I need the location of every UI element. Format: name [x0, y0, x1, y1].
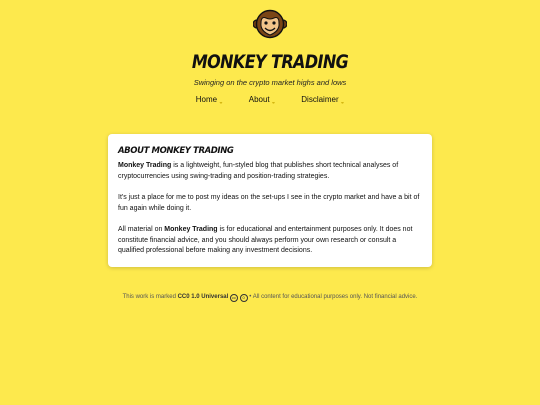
about-heading: ABOUT MONKEY TRADING [118, 146, 234, 156]
nav-home[interactable] [196, 95, 223, 104]
about-card [108, 134, 432, 267]
banana-icon: ◒ [219, 100, 223, 106]
nav-disclaimer-label: Disclaimer [301, 95, 339, 104]
banana-icon: ◒ [340, 100, 345, 106]
brand-name: Monkey Trading [164, 226, 218, 233]
footer [0, 294, 540, 302]
about-paragraph-3-text: is for educational and entertainment purposes only. It does not constitute financial advice, and you should always perform your own research or consult a qualified professional before making any investment decisions. [118, 226, 413, 254]
banana-icon: ◒ [271, 100, 276, 106]
main-nav [0, 95, 540, 104]
about-paragraph-3 [118, 225, 422, 257]
footer-post: • All content for educational purposes only. Not financial advice. [247, 294, 418, 300]
about-paragraph-1 [118, 161, 422, 182]
brand-name: Monkey Trading [118, 162, 172, 169]
license-link[interactable]: CC0 1.0 Universal [177, 294, 229, 300]
cc-zero-icon: 0 [240, 294, 248, 302]
about-paragraph-3-pre: All material on [118, 226, 165, 233]
monkey-logo-icon[interactable] [253, 9, 287, 39]
site-tagline: Swinging on the crypto market highs and lows [193, 78, 347, 87]
footer-pre: This work is marked [122, 294, 178, 300]
nav-about-label: About [248, 95, 270, 104]
about-paragraph-1-text: is a lightweight, fun-styled blog that publishes short technical analyses of cryptocurrencies using swing-trading and position-trading strategies. [118, 162, 399, 180]
nav-disclaimer[interactable] [301, 95, 344, 104]
cc-icon: cc [231, 295, 236, 300]
site-title[interactable]: MONKEY TRADING [191, 50, 349, 73]
about-paragraph-2: It's just a place for me to post my ideas on the set-ups I see in the crypto market and have a bit of fun again while doing it. [118, 194, 420, 212]
nav-about[interactable] [249, 95, 276, 104]
nav-home-label: Home [195, 95, 218, 104]
